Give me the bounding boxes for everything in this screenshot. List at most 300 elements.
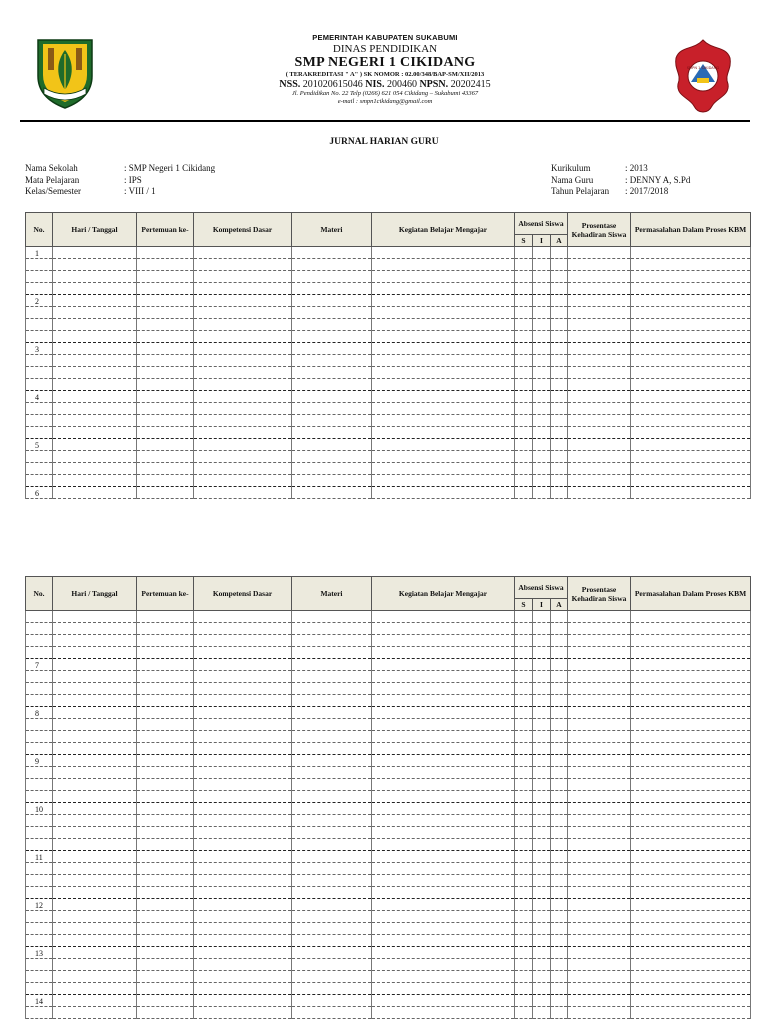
entry-cell[interactable] [533,623,551,635]
entry-cell[interactable] [292,343,372,355]
entry-cell[interactable] [53,767,137,779]
entry-cell[interactable] [515,791,533,803]
entry-number-cell[interactable] [26,475,53,487]
entry-cell[interactable] [533,1007,551,1019]
entry-cell[interactable] [53,875,137,887]
entry-cell[interactable] [631,635,751,647]
entry-cell[interactable] [372,971,515,983]
entry-number-cell[interactable] [26,647,53,659]
entry-cell[interactable] [568,719,631,731]
entry-cell[interactable] [137,899,194,911]
entry-cell[interactable] [53,695,137,707]
entry-cell[interactable] [515,463,533,475]
entry-cell[interactable] [515,671,533,683]
entry-cell[interactable] [631,283,751,295]
entry-number-cell[interactable] [26,743,53,755]
entry-cell[interactable] [533,671,551,683]
entry-cell[interactable] [631,331,751,343]
entry-cell[interactable] [568,755,631,767]
entry-cell[interactable] [53,247,137,259]
entry-cell[interactable] [372,779,515,791]
entry-cell[interactable] [551,415,568,427]
entry-cell[interactable] [292,331,372,343]
entry-cell[interactable] [372,839,515,851]
entry-number-cell[interactable] [26,367,53,379]
entry-cell[interactable] [551,803,568,815]
entry-cell[interactable] [568,247,631,259]
entry-cell[interactable] [53,863,137,875]
entry-cell[interactable] [515,923,533,935]
entry-cell[interactable] [515,439,533,451]
entry-cell[interactable] [137,611,194,623]
entry-cell[interactable] [194,355,292,367]
entry-cell[interactable] [551,671,568,683]
entry-cell[interactable] [631,707,751,719]
entry-cell[interactable] [194,779,292,791]
entry-cell[interactable] [292,635,372,647]
entry-cell[interactable] [515,947,533,959]
entry-cell[interactable] [515,319,533,331]
entry-cell[interactable] [568,635,631,647]
entry-cell[interactable] [372,947,515,959]
entry-cell[interactable] [53,391,137,403]
entry-number-cell[interactable] [26,611,53,623]
entry-cell[interactable] [568,463,631,475]
entry-cell[interactable] [194,983,292,995]
entry-cell[interactable] [631,307,751,319]
entry-number-cell[interactable] [26,403,53,415]
entry-number-cell[interactable] [26,779,53,791]
entry-cell[interactable] [194,911,292,923]
entry-cell[interactable] [53,779,137,791]
entry-number-cell[interactable]: 1 [26,247,53,259]
entry-number-cell[interactable] [26,887,53,899]
entry-cell[interactable] [568,379,631,391]
entry-cell[interactable] [568,475,631,487]
entry-cell[interactable] [53,683,137,695]
entry-cell[interactable] [533,755,551,767]
entry-cell[interactable] [533,863,551,875]
entry-cell[interactable] [194,403,292,415]
entry-cell[interactable] [372,683,515,695]
entry-number-cell[interactable]: 2 [26,295,53,307]
entry-cell[interactable] [137,887,194,899]
entry-cell[interactable] [292,875,372,887]
entry-cell[interactable] [568,995,631,1007]
entry-cell[interactable] [372,791,515,803]
entry-cell[interactable] [533,391,551,403]
entry-number-cell[interactable]: 6 [26,487,53,499]
entry-cell[interactable] [292,391,372,403]
entry-cell[interactable] [292,415,372,427]
entry-cell[interactable] [568,295,631,307]
entry-cell[interactable] [137,731,194,743]
entry-cell[interactable] [372,415,515,427]
entry-cell[interactable] [631,451,751,463]
entry-cell[interactable] [137,671,194,683]
entry-cell[interactable] [551,271,568,283]
entry-number-cell[interactable] [26,283,53,295]
entry-cell[interactable] [551,379,568,391]
entry-cell[interactable] [515,743,533,755]
entry-cell[interactable] [53,283,137,295]
entry-cell[interactable] [53,935,137,947]
entry-cell[interactable] [137,935,194,947]
entry-cell[interactable] [533,887,551,899]
entry-cell[interactable] [53,635,137,647]
entry-cell[interactable] [194,755,292,767]
entry-cell[interactable] [194,887,292,899]
entry-cell[interactable] [194,319,292,331]
entry-cell[interactable] [137,659,194,671]
entry-cell[interactable] [372,611,515,623]
entry-cell[interactable] [515,415,533,427]
entry-number-cell[interactable] [26,671,53,683]
entry-cell[interactable] [137,971,194,983]
entry-cell[interactable] [372,887,515,899]
entry-cell[interactable] [631,851,751,863]
entry-cell[interactable] [533,367,551,379]
entry-cell[interactable] [292,959,372,971]
entry-cell[interactable] [372,671,515,683]
entry-cell[interactable] [631,343,751,355]
entry-cell[interactable] [631,683,751,695]
entry-cell[interactable] [292,971,372,983]
entry-cell[interactable] [515,695,533,707]
entry-cell[interactable] [292,319,372,331]
entry-cell[interactable] [137,743,194,755]
entry-cell[interactable] [631,935,751,947]
entry-cell[interactable] [372,707,515,719]
entry-cell[interactable] [631,659,751,671]
entry-cell[interactable] [53,707,137,719]
entry-cell[interactable] [533,379,551,391]
entry-number-cell[interactable] [26,451,53,463]
entry-cell[interactable] [631,839,751,851]
entry-cell[interactable] [292,247,372,259]
entry-cell[interactable] [533,451,551,463]
entry-number-cell[interactable] [26,695,53,707]
entry-cell[interactable] [568,803,631,815]
entry-cell[interactable] [631,875,751,887]
entry-cell[interactable] [631,259,751,271]
entry-cell[interactable] [533,683,551,695]
entry-cell[interactable] [551,283,568,295]
entry-cell[interactable] [551,403,568,415]
entry-cell[interactable] [372,1007,515,1019]
entry-cell[interactable] [53,403,137,415]
entry-cell[interactable] [568,659,631,671]
entry-cell[interactable] [137,803,194,815]
entry-cell[interactable] [194,815,292,827]
entry-cell[interactable] [533,611,551,623]
entry-cell[interactable] [194,451,292,463]
entry-cell[interactable] [533,995,551,1007]
entry-cell[interactable] [533,427,551,439]
entry-cell[interactable] [568,983,631,995]
entry-cell[interactable] [372,403,515,415]
entry-cell[interactable] [515,659,533,671]
entry-cell[interactable] [533,695,551,707]
entry-number-cell[interactable] [26,923,53,935]
entry-cell[interactable] [53,295,137,307]
entry-cell[interactable] [137,863,194,875]
entry-number-cell[interactable]: 7 [26,659,53,671]
entry-cell[interactable] [137,947,194,959]
entry-cell[interactable] [292,647,372,659]
entry-cell[interactable] [631,731,751,743]
entry-cell[interactable] [631,887,751,899]
entry-cell[interactable] [194,719,292,731]
entry-cell[interactable] [137,683,194,695]
entry-cell[interactable] [568,959,631,971]
entry-cell[interactable] [194,391,292,403]
entry-cell[interactable] [515,803,533,815]
entry-cell[interactable] [137,403,194,415]
entry-cell[interactable] [631,391,751,403]
entry-cell[interactable] [194,959,292,971]
entry-number-cell[interactable]: 10 [26,803,53,815]
entry-cell[interactable] [568,839,631,851]
entry-cell[interactable] [631,647,751,659]
entry-cell[interactable] [568,307,631,319]
entry-cell[interactable] [194,463,292,475]
entry-cell[interactable] [137,839,194,851]
entry-cell[interactable] [515,851,533,863]
entry-cell[interactable] [292,767,372,779]
entry-cell[interactable] [194,947,292,959]
entry-cell[interactable] [551,731,568,743]
entry-cell[interactable] [194,743,292,755]
entry-cell[interactable] [515,815,533,827]
entry-number-cell[interactable]: 11 [26,851,53,863]
entry-number-cell[interactable]: 13 [26,947,53,959]
entry-cell[interactable] [568,743,631,755]
entry-cell[interactable] [568,767,631,779]
entry-cell[interactable] [292,707,372,719]
entry-cell[interactable] [631,439,751,451]
entry-cell[interactable] [53,743,137,755]
entry-cell[interactable] [631,911,751,923]
entry-cell[interactable] [568,947,631,959]
entry-cell[interactable] [533,439,551,451]
entry-cell[interactable] [292,475,372,487]
entry-cell[interactable] [551,319,568,331]
entry-cell[interactable] [515,271,533,283]
entry-cell[interactable] [568,343,631,355]
entry-cell[interactable] [568,487,631,499]
entry-cell[interactable] [551,875,568,887]
entry-cell[interactable] [533,899,551,911]
entry-cell[interactable] [372,719,515,731]
entry-cell[interactable] [292,743,372,755]
entry-cell[interactable] [372,731,515,743]
entry-cell[interactable] [194,331,292,343]
entry-cell[interactable] [372,331,515,343]
entry-cell[interactable] [515,295,533,307]
entry-cell[interactable] [194,1007,292,1019]
entry-cell[interactable] [568,863,631,875]
entry-cell[interactable] [551,487,568,499]
entry-cell[interactable] [631,827,751,839]
entry-cell[interactable] [515,863,533,875]
entry-cell[interactable] [533,487,551,499]
entry-number-cell[interactable] [26,1007,53,1019]
entry-cell[interactable] [568,391,631,403]
entry-cell[interactable] [137,719,194,731]
entry-cell[interactable] [551,683,568,695]
entry-cell[interactable] [515,379,533,391]
entry-cell[interactable] [137,635,194,647]
entry-cell[interactable] [568,671,631,683]
entry-cell[interactable] [137,995,194,1007]
entry-cell[interactable] [137,707,194,719]
entry-cell[interactable] [568,259,631,271]
entry-cell[interactable] [53,971,137,983]
entry-cell[interactable] [533,403,551,415]
entry-cell[interactable] [292,307,372,319]
entry-number-cell[interactable] [26,767,53,779]
entry-cell[interactable] [137,331,194,343]
entry-cell[interactable] [533,875,551,887]
entry-cell[interactable] [551,331,568,343]
entry-cell[interactable] [372,463,515,475]
entry-cell[interactable] [372,307,515,319]
entry-cell[interactable] [194,935,292,947]
entry-cell[interactable] [533,343,551,355]
entry-cell[interactable] [533,851,551,863]
entry-cell[interactable] [53,839,137,851]
entry-cell[interactable] [53,367,137,379]
entry-cell[interactable] [194,695,292,707]
entry-cell[interactable] [194,647,292,659]
entry-cell[interactable] [533,707,551,719]
entry-cell[interactable] [137,463,194,475]
entry-cell[interactable] [292,815,372,827]
entry-cell[interactable] [137,647,194,659]
entry-cell[interactable] [631,863,751,875]
entry-cell[interactable] [372,319,515,331]
entry-cell[interactable] [551,295,568,307]
entry-cell[interactable] [551,923,568,935]
entry-cell[interactable] [53,343,137,355]
entry-cell[interactable] [515,647,533,659]
entry-cell[interactable] [631,899,751,911]
entry-cell[interactable] [533,923,551,935]
entry-cell[interactable] [631,355,751,367]
entry-cell[interactable] [533,307,551,319]
entry-cell[interactable] [551,827,568,839]
entry-cell[interactable] [515,611,533,623]
entry-cell[interactable] [292,779,372,791]
entry-cell[interactable] [292,283,372,295]
entry-number-cell[interactable] [26,863,53,875]
entry-cell[interactable] [53,647,137,659]
entry-cell[interactable] [568,683,631,695]
entry-cell[interactable] [631,923,751,935]
entry-cell[interactable] [631,671,751,683]
entry-cell[interactable] [372,875,515,887]
entry-cell[interactable] [292,851,372,863]
entry-cell[interactable] [53,815,137,827]
entry-cell[interactable] [137,983,194,995]
entry-cell[interactable] [533,815,551,827]
entry-cell[interactable] [515,247,533,259]
entry-cell[interactable] [137,923,194,935]
entry-cell[interactable] [372,247,515,259]
entry-cell[interactable] [137,623,194,635]
entry-cell[interactable] [631,415,751,427]
entry-cell[interactable] [551,1007,568,1019]
entry-cell[interactable] [137,319,194,331]
entry-cell[interactable] [292,935,372,947]
entry-number-cell[interactable] [26,911,53,923]
entry-cell[interactable] [533,283,551,295]
entry-cell[interactable] [515,259,533,271]
entry-cell[interactable] [292,911,372,923]
entry-cell[interactable] [568,451,631,463]
entry-cell[interactable] [372,379,515,391]
entry-cell[interactable] [372,259,515,271]
entry-cell[interactable] [568,355,631,367]
entry-cell[interactable] [137,875,194,887]
entry-cell[interactable] [137,475,194,487]
entry-cell[interactable] [568,403,631,415]
entry-cell[interactable] [292,803,372,815]
entry-cell[interactable] [568,887,631,899]
entry-cell[interactable] [372,623,515,635]
entry-cell[interactable] [533,463,551,475]
entry-cell[interactable] [515,427,533,439]
entry-cell[interactable] [631,403,751,415]
entry-cell[interactable] [533,827,551,839]
entry-cell[interactable] [551,367,568,379]
entry-cell[interactable] [631,791,751,803]
entry-cell[interactable] [372,271,515,283]
entry-cell[interactable] [533,647,551,659]
entry-number-cell[interactable] [26,683,53,695]
entry-cell[interactable] [533,947,551,959]
entry-cell[interactable] [515,475,533,487]
entry-cell[interactable] [551,451,568,463]
entry-cell[interactable] [137,391,194,403]
entry-cell[interactable] [551,863,568,875]
entry-cell[interactable] [631,995,751,1007]
entry-cell[interactable] [533,355,551,367]
entry-cell[interactable] [515,887,533,899]
entry-cell[interactable] [568,971,631,983]
entry-cell[interactable] [515,899,533,911]
entry-cell[interactable] [631,971,751,983]
entry-cell[interactable] [631,247,751,259]
entry-cell[interactable] [515,839,533,851]
entry-number-cell[interactable] [26,415,53,427]
entry-cell[interactable] [551,959,568,971]
entry-cell[interactable] [568,731,631,743]
entry-cell[interactable] [568,319,631,331]
entry-cell[interactable] [137,827,194,839]
entry-cell[interactable] [53,1007,137,1019]
entry-cell[interactable] [515,767,533,779]
entry-cell[interactable] [515,983,533,995]
entry-cell[interactable] [551,475,568,487]
entry-cell[interactable] [631,367,751,379]
entry-cell[interactable] [568,851,631,863]
entry-cell[interactable] [515,391,533,403]
entry-cell[interactable] [533,839,551,851]
entry-cell[interactable] [533,743,551,755]
entry-cell[interactable] [551,427,568,439]
